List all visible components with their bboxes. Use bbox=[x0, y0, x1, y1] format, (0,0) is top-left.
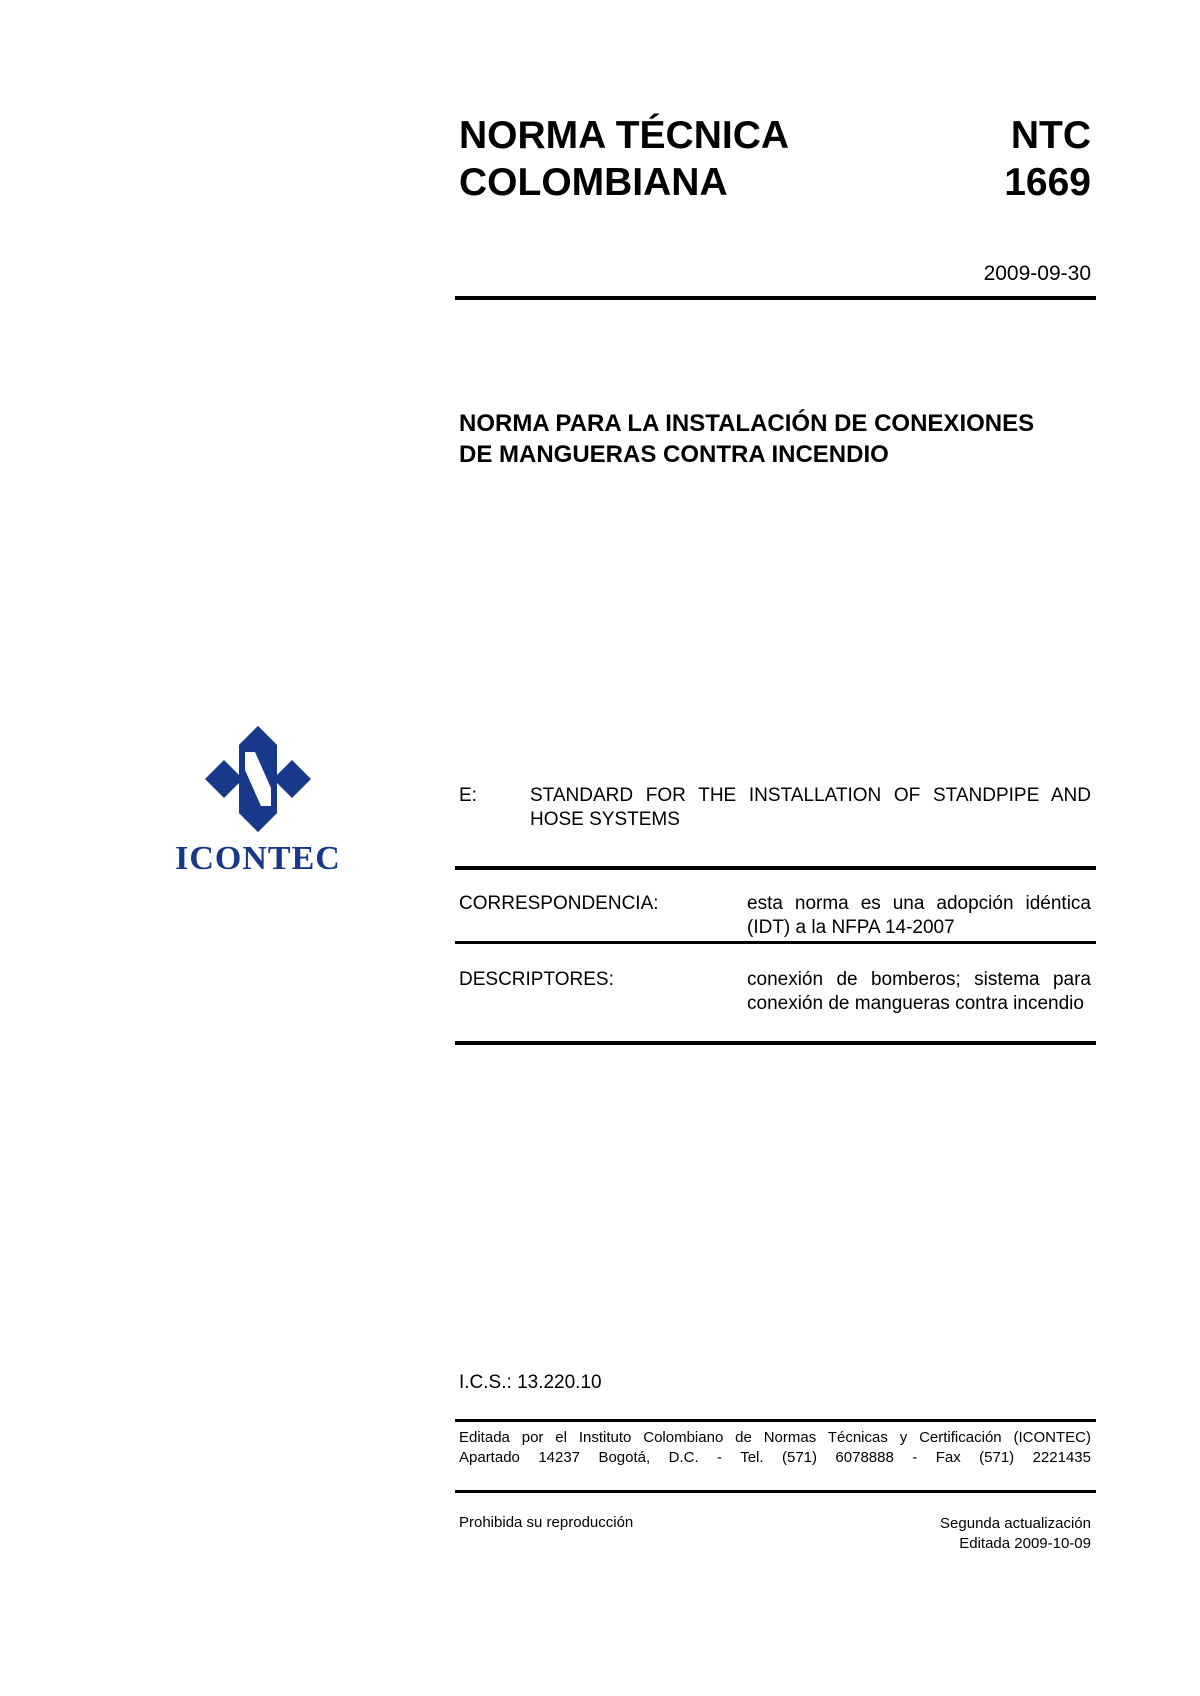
correspondencia-label: CORRESPONDENCIA: bbox=[459, 893, 659, 914]
edition-line-1: Segunda actualización bbox=[940, 1515, 1091, 1532]
edition-line-2: Editada 2009-10-09 bbox=[959, 1535, 1091, 1552]
subject-line-2: DE MANGUERAS CONTRA INCENDIO bbox=[459, 441, 889, 468]
divider bbox=[455, 1419, 1096, 1422]
ics-code: I.C.S.: 13.220.10 bbox=[459, 1372, 602, 1393]
descriptores-text: conexión de bomberos; sistema para conexión de mangueras contra incendio bbox=[747, 969, 1091, 1014]
title-block bbox=[459, 112, 789, 206]
descriptores-label: DESCRIPTORES: bbox=[459, 969, 614, 990]
code-line-2: 1669 bbox=[1004, 161, 1091, 204]
divider bbox=[455, 1041, 1096, 1045]
publisher-info bbox=[459, 1428, 1091, 1468]
divider bbox=[455, 941, 1096, 944]
icontec-logo bbox=[168, 726, 348, 876]
code-line-1: NTC bbox=[1010, 114, 1091, 157]
edition-info bbox=[700, 1514, 1091, 1554]
divider bbox=[455, 1490, 1096, 1493]
reproduction-notice: Prohibida su reproducción bbox=[459, 1514, 634, 1531]
divider bbox=[455, 296, 1096, 300]
divider bbox=[455, 866, 1096, 870]
title-line-2: COLOMBIANA bbox=[459, 161, 728, 204]
english-text: STANDARD FOR THE INSTALLATION OF STANDPIPE AND HOSE SYSTEMS bbox=[530, 785, 1091, 830]
icontec-wordmark: ICONTEC bbox=[175, 840, 341, 877]
correspondencia-text: esta norma es una adopción idéntica (IDT) a la NFPA 14-2007 bbox=[747, 893, 1091, 938]
standard-code bbox=[1004, 112, 1091, 206]
publisher-line-2: Apartado 14237 Bogotá, D.C. - Tel. (571) 6078888 - Fax (571) 2221435 bbox=[459, 1449, 1091, 1466]
publisher-line-1: Editada por el Instituto Colombiano de Normas Técnicas y Certificación (ICONTEC) bbox=[459, 1429, 1091, 1446]
icontec-n-diamond-icon bbox=[205, 726, 311, 832]
publication-date: 2009-09-30 bbox=[983, 262, 1091, 285]
subject-line-1: NORMA PARA LA INSTALACIÓN DE CONEXIONES bbox=[459, 410, 1035, 437]
standard-subject bbox=[459, 408, 1091, 470]
english-label: E: bbox=[459, 785, 477, 806]
title-line-1: NORMA TÉCNICA bbox=[459, 114, 790, 157]
